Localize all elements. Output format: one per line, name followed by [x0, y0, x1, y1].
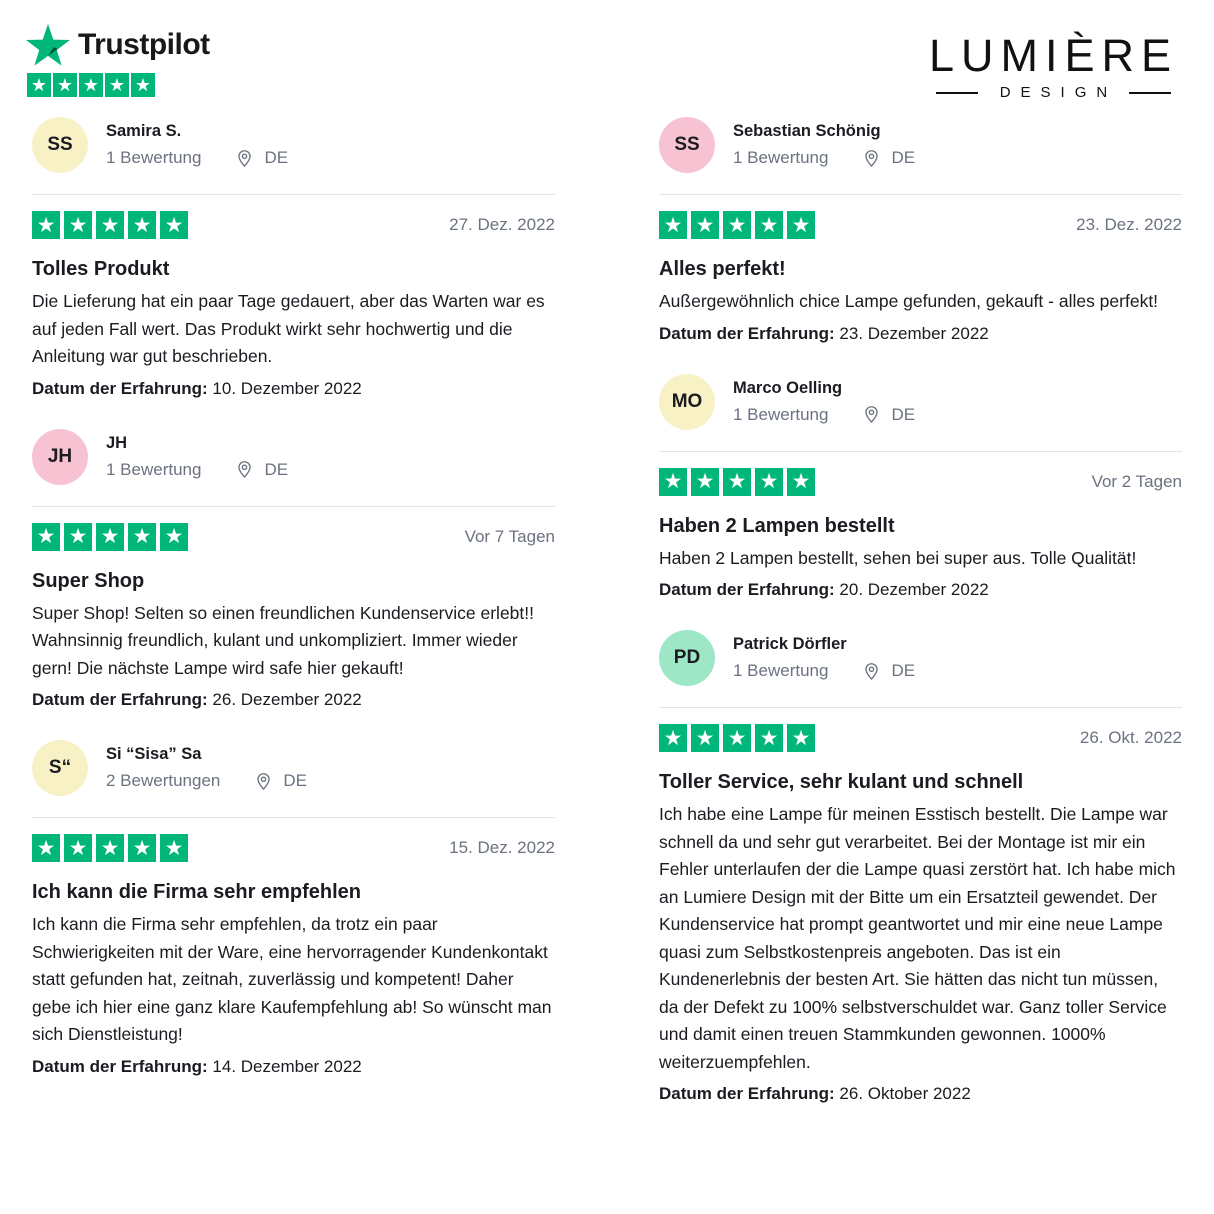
- avatar[interactable]: [659, 630, 715, 686]
- lumiere-logo-subline: [929, 84, 1178, 101]
- reviewer-name[interactable]: Patrick Dörfler: [733, 635, 847, 653]
- reviewer-meta: [106, 460, 288, 480]
- divider: [32, 506, 555, 507]
- divider: [32, 817, 555, 818]
- star-icon: ★: [723, 211, 751, 239]
- reviewer-info: [106, 434, 288, 480]
- star-rating: [32, 523, 188, 551]
- reviewer-row[interactable]: [32, 117, 555, 173]
- reviewer-meta: [733, 661, 915, 681]
- location-label: DE: [264, 459, 289, 479]
- star-icon: ★: [79, 73, 103, 97]
- star-icon: ★: [659, 211, 687, 239]
- lumiere-logo-sub-text: DESIGN: [999, 84, 1118, 101]
- rating-row: [659, 724, 1182, 752]
- reviews-column-right: [659, 117, 1182, 1134]
- review-card: [659, 630, 1182, 1107]
- star-icon: ★: [128, 211, 156, 239]
- review-body: Super Shop! Selten so einen freundlichen Kundenservice erlebt!! Wahnsinnig freundlich, kulant und unkompliziert. Immer wieder gern! Die nächste Lampe wird safe hier gekauft!: [32, 602, 534, 678]
- experience-date-line: [32, 376, 555, 402]
- experience-date: 20. Dezember 2022: [839, 580, 989, 599]
- lumiere-logo: [929, 30, 1178, 101]
- star-icon: ★: [160, 523, 188, 551]
- page-header: [26, 20, 1182, 101]
- star-icon: ★: [96, 211, 124, 239]
- reviewer-info: [733, 379, 915, 425]
- lumiere-dash-left: [936, 92, 978, 94]
- reviewer-row[interactable]: [659, 630, 1182, 686]
- location-label: DE: [891, 661, 916, 680]
- reviewer-info: [106, 122, 288, 168]
- lumiere-logo-name: LUMIÈRE: [928, 30, 1178, 81]
- reviewer-row[interactable]: [659, 117, 1182, 173]
- trustpilot-logo: [26, 24, 210, 66]
- trustpilot-star-icon: [26, 24, 70, 66]
- review-title: Alles perfekt!: [659, 258, 786, 280]
- experience-date: 14. Dezember 2022: [212, 1056, 362, 1076]
- reviewer-name[interactable]: JH: [106, 433, 128, 452]
- star-rating: [659, 211, 815, 239]
- review-body: Die Lieferung hat ein paar Tage gedauert, aber das Warten war es auf jeden Fall wert. Das Produkt wirkt sehr hochwertig und die Anleitung war gut beschrieben.: [32, 291, 545, 366]
- avatar[interactable]: [659, 117, 715, 173]
- reviewer-meta: [733, 148, 915, 168]
- star-icon: ★: [128, 523, 156, 551]
- map-pin-icon: [862, 405, 881, 424]
- review-date: Vor 7 Tagen: [464, 526, 555, 546]
- avatar-initials: PD: [673, 647, 701, 668]
- rating-row: [659, 211, 1182, 239]
- star-icon: ★: [105, 73, 129, 97]
- location-label: DE: [283, 771, 307, 790]
- star-icon: ★: [723, 468, 751, 496]
- experience-date-line: [659, 321, 1182, 347]
- review-date: 26. Okt. 2022: [1079, 728, 1182, 747]
- star-icon: ★: [755, 468, 783, 496]
- experience-label: Datum der Erfahrung:: [32, 378, 208, 398]
- star-rating: [659, 468, 815, 496]
- experience-date: 10. Dezember 2022: [212, 378, 362, 398]
- reviews-column-left: [32, 117, 555, 1134]
- reviewer-name[interactable]: Sebastian Schönig: [733, 122, 881, 140]
- experience-date-line: [659, 1081, 1182, 1107]
- review-count: 1 Bewertung: [106, 459, 202, 479]
- review-date: Vor 2 Tagen: [1091, 471, 1182, 491]
- review-title: Toller Service, sehr kulant und schnell: [659, 771, 1024, 793]
- star-icon: ★: [53, 73, 77, 97]
- avatar[interactable]: [659, 374, 715, 430]
- map-pin-icon: [254, 772, 273, 791]
- experience-label: Datum der Erfahrung:: [32, 690, 208, 709]
- review-body: Ich habe eine Lampe für meinen Esstisch bestellt. Die Lampe war schnell da und sehr gut verarbeitet. Bei der Montage ist mir ein Fehler unterlaufen der die Lampe quasi zerstört hat. Ich habe mich an Lumiere Design mit der Bitte um ein Ersatzteil gewendet. Der Kundenservice hat prompt geantwortet und mir eine neue Lampe quasi zum Selbstkostenpreis angeboten. Das ist ein Kundenerlebnis der besten Art. Sie hätten das nicht tun müssen, da der Defekt zu 100% selbstverschuldet war. Ganz toller Service und damit einen treuen Stammkunden gewonnen. 1000% weiterzuempfehlen.: [659, 804, 1176, 1072]
- lumiere-dash-right: [1129, 92, 1171, 94]
- avatar-initials: SS: [674, 134, 700, 155]
- star-icon: ★: [128, 834, 156, 862]
- star-icon: ★: [32, 523, 60, 551]
- avatar[interactable]: [32, 117, 88, 173]
- experience-date-line: [32, 1054, 555, 1080]
- star-rating: [659, 724, 815, 752]
- star-icon: ★: [691, 211, 719, 239]
- divider: [659, 451, 1182, 452]
- review-card: [659, 374, 1182, 604]
- avatar[interactable]: [32, 429, 88, 485]
- review-count: 1 Bewertung: [733, 661, 829, 680]
- review-date: 27. Dez. 2022: [449, 215, 555, 234]
- star-icon: ★: [32, 834, 60, 862]
- map-pin-icon: [862, 149, 881, 168]
- review-card: [32, 740, 555, 1080]
- rating-row: [32, 211, 555, 239]
- experience-date: 26. Oktober 2022: [839, 1084, 971, 1103]
- reviewer-meta: [106, 148, 288, 168]
- experience-label: Datum der Erfahrung:: [659, 1084, 835, 1103]
- map-pin-icon: [235, 149, 254, 168]
- star-icon: ★: [64, 523, 92, 551]
- star-icon: ★: [160, 834, 188, 862]
- experience-date: 26. Dezember 2022: [212, 690, 362, 709]
- star-icon: ★: [160, 211, 188, 239]
- reviewer-name[interactable]: Marco Oelling: [733, 378, 843, 397]
- experience-date: 23. Dezember 2022: [839, 323, 989, 343]
- trustpilot-logo-block[interactable]: [26, 24, 210, 97]
- reviewer-name[interactable]: Samira S.: [106, 122, 182, 140]
- review-count: 1 Bewertung: [733, 148, 829, 167]
- star-icon: ★: [659, 724, 687, 752]
- avatar[interactable]: [32, 740, 88, 796]
- reviews-columns: [26, 117, 1182, 1134]
- star-icon: ★: [659, 468, 687, 496]
- location-label: DE: [891, 148, 916, 167]
- map-pin-icon: [862, 662, 881, 681]
- star-icon: ★: [27, 73, 51, 97]
- review-date: 23. Dez. 2022: [1076, 215, 1182, 234]
- reviewer-info: [106, 745, 307, 791]
- star-icon: ★: [96, 834, 124, 862]
- reviewer-info: [733, 635, 915, 681]
- star-rating: [32, 834, 188, 862]
- divider: [659, 194, 1182, 195]
- review-card: [659, 117, 1182, 347]
- review-count: 1 Bewertung: [733, 404, 829, 424]
- star-icon: ★: [691, 468, 719, 496]
- review-body: Ich kann die Firma sehr empfehlen, da trotz ein paar Schwierigkeiten mit der Ware, eine hervorragender Kundenkontakt statt gefunden hat, zeitnah, zuverlässig und kompetent! Daher gebe ich hier eine ganz klare Kaufempfehlung ab! So wünscht man sich Dienstleistung!: [32, 914, 552, 1044]
- star-icon: ★: [131, 73, 155, 97]
- avatar-initials: SS: [47, 134, 73, 155]
- star-icon: ★: [755, 211, 783, 239]
- experience-date-line: [32, 687, 555, 713]
- avatar-initials: JH: [47, 445, 73, 467]
- location-label: DE: [891, 404, 916, 424]
- review-count: 1 Bewertung: [106, 148, 202, 167]
- star-icon: ★: [787, 211, 815, 239]
- experience-date-line: [659, 577, 1182, 603]
- reviewer-meta: [733, 405, 915, 425]
- review-title: Tolles Produkt: [32, 258, 170, 280]
- reviewer-row[interactable]: [659, 374, 1182, 430]
- experience-label: Datum der Erfahrung:: [32, 1056, 208, 1076]
- reviewer-name[interactable]: Si “Sisa” Sa: [106, 745, 202, 763]
- star-icon: ★: [64, 834, 92, 862]
- avatar-initials: S“: [48, 757, 72, 778]
- review-card: [32, 429, 555, 714]
- star-icon: ★: [755, 724, 783, 752]
- reviewer-row[interactable]: [32, 429, 555, 485]
- trustpilot-brand-text: Trustpilot: [78, 28, 210, 61]
- review-title: Ich kann die Firma sehr empfehlen: [32, 881, 361, 903]
- star-icon: ★: [32, 211, 60, 239]
- reviewer-row[interactable]: [32, 740, 555, 796]
- reviewer-meta: [106, 771, 307, 791]
- avatar-initials: MO: [671, 390, 703, 412]
- rating-row: [659, 468, 1182, 496]
- review-title: Super Shop: [32, 569, 145, 592]
- star-icon: ★: [787, 724, 815, 752]
- rating-row: [32, 523, 555, 551]
- review-date: 15. Dez. 2022: [449, 838, 555, 857]
- experience-label: Datum der Erfahrung:: [659, 323, 835, 343]
- review-card: [32, 117, 555, 402]
- experience-label: Datum der Erfahrung:: [659, 580, 835, 599]
- star-icon: ★: [96, 523, 124, 551]
- star-icon: ★: [723, 724, 751, 752]
- rating-row: [32, 834, 555, 862]
- location-label: DE: [264, 148, 289, 167]
- divider: [659, 707, 1182, 708]
- review-body: Außergewöhnlich chice Lampe gefunden, gekauft - alles perfekt!: [659, 291, 1159, 311]
- star-rating: [32, 211, 188, 239]
- review-count: 2 Bewertungen: [106, 771, 221, 790]
- trustpilot-score-stars: [27, 73, 210, 97]
- review-title: Haben 2 Lampen bestellt: [659, 514, 895, 537]
- divider: [32, 194, 555, 195]
- star-icon: ★: [691, 724, 719, 752]
- reviewer-info: [733, 122, 915, 168]
- map-pin-icon: [235, 460, 254, 479]
- review-body: Haben 2 Lampen bestellt, sehen bei super aus. Tolle Qualität!: [659, 547, 1137, 568]
- star-icon: ★: [64, 211, 92, 239]
- star-icon: ★: [787, 468, 815, 496]
